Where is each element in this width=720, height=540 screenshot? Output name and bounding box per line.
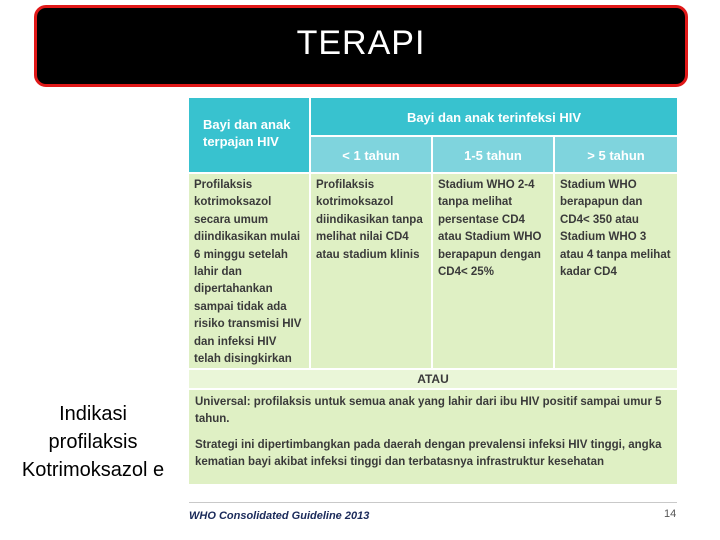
header-exposed [189, 98, 309, 172]
cell-exposed: Profilaksis kotrimoksazol secara umum diindikasikan mulai 6 minggu setelah lahir dan dipertahankan sampai tidak ada risiko transmisi HIV dan infeksi HIV telah disingkirkan [189, 174, 309, 368]
cell-1to5: Stadium WHO 2-4 tanpa melihat persentase CD4 atau Stadium WHO berapapun dengan CD4< 25% [433, 174, 553, 368]
atau-label: ATAU [417, 372, 449, 386]
subheader-1to5 [433, 137, 553, 172]
indication-table [189, 98, 677, 502]
subheader-1to5-label: 1-5 tahun [464, 148, 522, 163]
cell-gt5: Stadium WHO berapapun dan CD4< 350 atau Stadium WHO 3 atau 4 tanpa melihat kadar CD4 [555, 174, 677, 368]
atau-row [189, 370, 677, 388]
header-infected [311, 98, 677, 135]
subheader-gt5-label: > 5 tahun [587, 148, 645, 163]
universal-row [189, 390, 677, 484]
footer-divider [189, 502, 677, 503]
page-number: 14 [664, 508, 677, 520]
cell-lt1: Profilaksis kotrimoksazol diindikasikan tanpa melihat nilai CD4 atau stadium klinis [311, 174, 431, 368]
header-exposed-label: Bayi dan anak terpajan HIV [203, 117, 291, 149]
footer-source: WHO Consolidated Guideline 2013 [189, 510, 370, 522]
page-title: TERAPI [296, 23, 426, 62]
subheader-gt5 [555, 137, 677, 172]
title-bar [34, 5, 688, 87]
side-label: Indikasi profilaksis Kotrimoksazol e [21, 403, 165, 481]
universal-text: Universal: profilaksis untuk semua anak yang lahir dari ibu HIV positif sampai umur 5 tahun. [195, 396, 662, 425]
subheader-lt1 [311, 137, 431, 172]
strategy-text: Strategi ini dipertimbangkan pada daerah dengan prevalensi infeksi HIV tinggi, angka kematian bayi akibat infeksi tinggi dan terbatasnya infrastruktur kesehatan [195, 439, 662, 468]
header-infected-label: Bayi dan anak terinfeksi HIV [406, 110, 582, 125]
subheader-lt1-label: < 1 tahun [342, 148, 400, 163]
